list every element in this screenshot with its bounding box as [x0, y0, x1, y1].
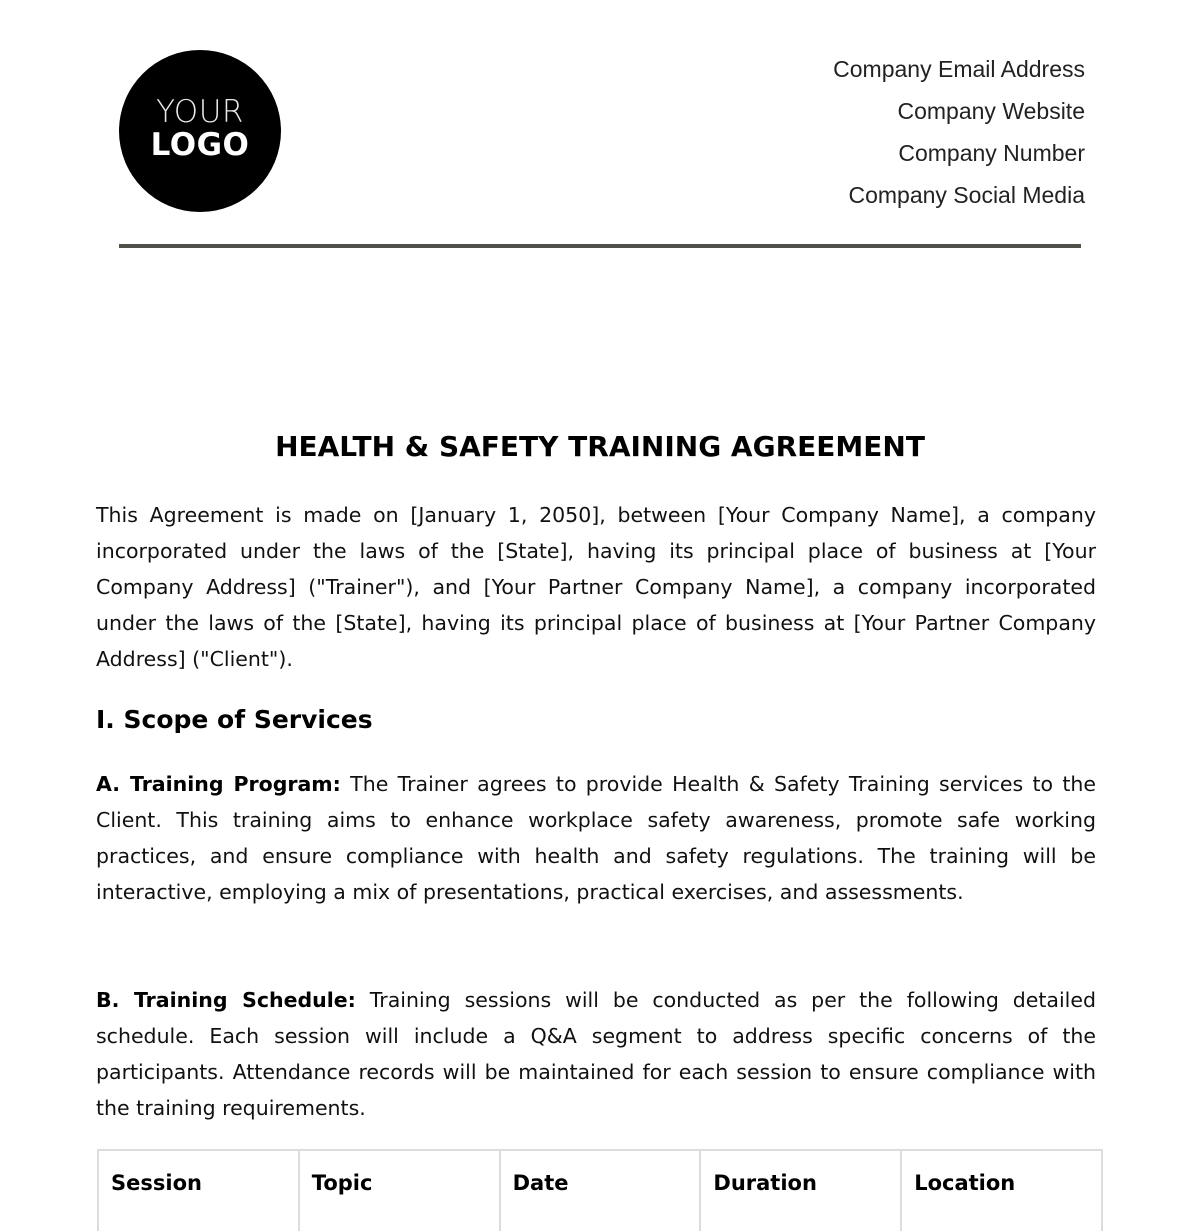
table-header-row	[98, 1150, 1102, 1231]
column-header-topic: Topic	[299, 1150, 500, 1231]
column-header-session: Session	[98, 1150, 299, 1231]
column-header-location: Location	[901, 1150, 1102, 1231]
paragraph-text-training-schedule: Training sessions will be conducted as per the following detailed schedule. Each session will include a Q&A segment to address specific concerns of the participants. Attendance records will be maintained for each session to ensure compliance with the training requirements.	[96, 988, 1097, 1120]
column-header-duration: Duration	[700, 1150, 901, 1231]
training-schedule-table	[97, 1149, 1103, 1231]
column-header-date: Date	[500, 1150, 701, 1231]
paragraph-label-training-program: A. Training Program:	[96, 772, 341, 796]
company-website: Company Website	[897, 98, 1085, 124]
header-divider	[119, 244, 1081, 248]
paragraph-training-program	[96, 766, 1096, 910]
paragraph-text-training-program: The Trainer agrees to provide Health & Safety Training services to the Client. This training aims to enhance workplace safety awareness, promote safe working practices, and ensure compliance with health and safety regulations. The training will be interactive, employing a mix of presentations, practical exercises, and assessments.	[96, 772, 1096, 904]
company-contact-block	[833, 54, 1085, 222]
paragraph-label-training-schedule: B. Training Schedule:	[96, 988, 356, 1012]
intro-paragraph: This Agreement is made on [January 1, 2050], between [Your Company Name], a company incorporated under the laws of the [State], having its principal place of business at [Your Company Address] ("Trainer"), and [Your Partner Company Name], a company incorporated under the laws of the [State], having its principal place of business at [Your Partner Company Address] ("Client").	[96, 503, 1096, 671]
section-heading-scope-of-services: I. Scope of Services	[96, 705, 373, 734]
company-email: Company Email Address	[833, 56, 1085, 82]
paragraph-training-schedule	[96, 982, 1096, 1126]
company-social-media: Company Social Media	[848, 182, 1085, 208]
document-title: HEALTH & SAFETY TRAINING AGREEMENT	[275, 430, 925, 463]
logo-text-logo: LOGO	[150, 127, 250, 163]
logo-text-your: YOUR	[156, 94, 244, 130]
company-logo	[119, 50, 281, 212]
company-number: Company Number	[898, 140, 1085, 166]
